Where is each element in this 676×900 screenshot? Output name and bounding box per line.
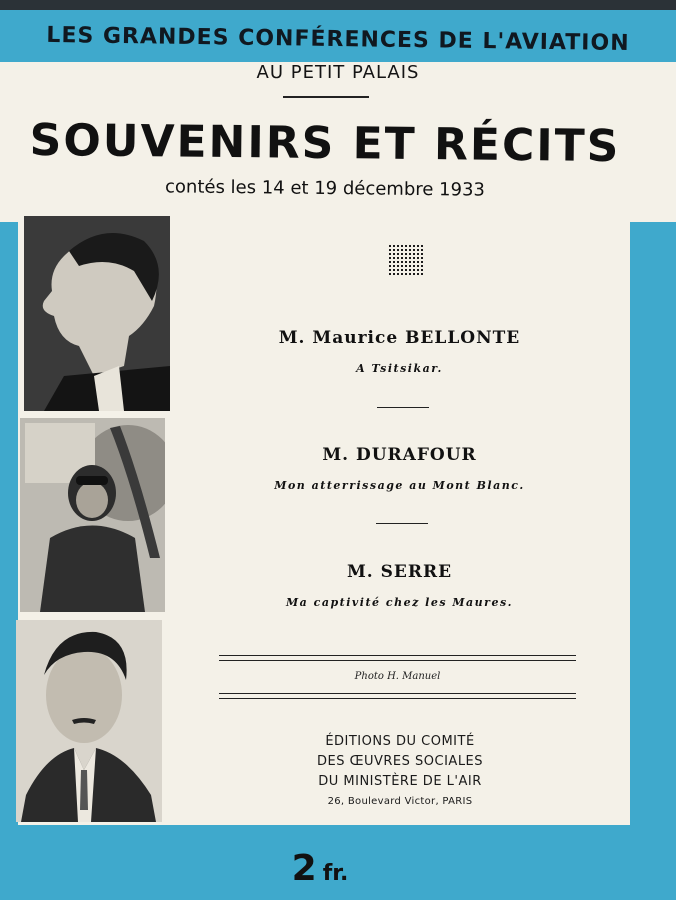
series-title: LES GRANDES CONFÉRENCES DE L'AVIATION <box>46 22 630 56</box>
venue-underline <box>283 96 369 98</box>
publisher-line: DES ŒUVRES SOCIALES <box>316 754 484 769</box>
publisher-address: 26, Boulevard Victor, PARIS <box>327 796 473 807</box>
speaker-entry <box>212 562 587 609</box>
talk-title: A Tsitsikar. <box>356 362 443 375</box>
separator-rule <box>376 523 428 524</box>
speaker-name: M. Maurice BELLONTE <box>278 328 521 348</box>
venue-line: AU PETIT PALAIS <box>256 62 420 83</box>
price <box>0 848 640 889</box>
speaker-entry <box>212 328 587 375</box>
checkered-ornament <box>389 243 423 277</box>
speaker-entry <box>212 445 587 492</box>
speaker-name: M. SERRE <box>346 562 453 582</box>
portrait-photo-durafour <box>20 418 165 612</box>
portrait-photo-bellonte <box>24 216 170 411</box>
dates-line: contés les 14 et 19 décembre 1933 <box>164 176 486 201</box>
publisher-line: ÉDITIONS DU COMITÉ <box>325 734 475 749</box>
price-amount: 2 <box>291 848 317 889</box>
price-unit: fr. <box>322 861 349 886</box>
speaker-name: M. DURAFOUR <box>322 445 477 465</box>
separator-rule <box>377 407 429 408</box>
photo-credit: Photo H. Manuel <box>354 671 441 682</box>
top-edge <box>0 0 676 10</box>
page-title: SOUVENIRS ET RÉCITS <box>29 114 621 173</box>
publisher-block <box>270 732 530 812</box>
double-rule-bottom <box>219 693 576 699</box>
portrait-photo-serre <box>16 620 162 822</box>
double-rule-top <box>219 655 576 661</box>
publisher-line: DU MINISTÈRE DE L'AIR <box>318 774 482 789</box>
talk-title: Mon atterrissage au Mont Blanc. <box>274 479 525 492</box>
talk-title: Ma captivité chez les Maures. <box>286 596 513 609</box>
